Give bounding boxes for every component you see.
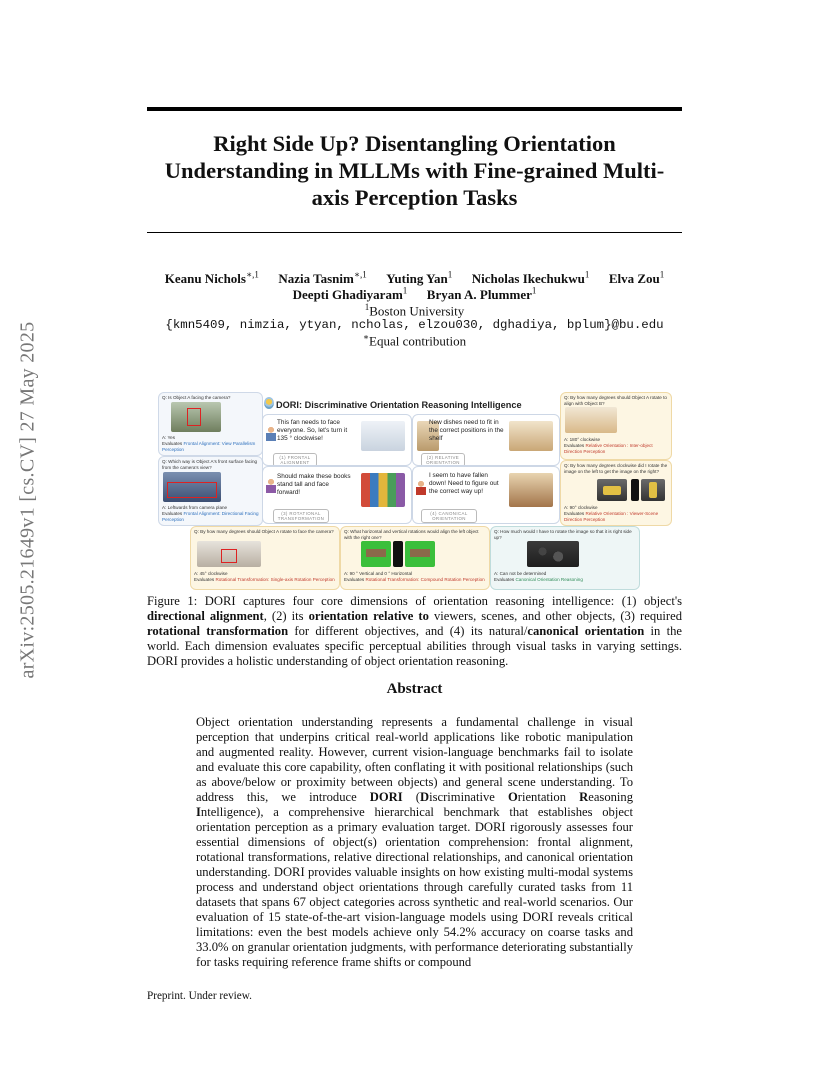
scene-image	[171, 402, 221, 432]
quote-text: Should make these books stand tall and face forward!	[277, 473, 351, 496]
author: Deepti Ghadiyaram$^1$	[292, 286, 408, 303]
panel-question: Q: Is Object A facing the camera?	[162, 395, 231, 400]
coal-image	[527, 541, 579, 567]
figure-title: DORI: Discriminative Orientation Reasoning Intelligence	[276, 400, 522, 410]
abstract-heading: Abstract	[386, 681, 443, 697]
person-icon	[416, 481, 426, 495]
author: Keanu Nichols$^{∗,1}$	[164, 270, 259, 287]
scene-image	[565, 407, 617, 433]
paper-title: Right Side Up? Disentangling Orientation Understanding in MLLMs with Fine-grained Multi-axis Perception Tasks	[164, 131, 665, 210]
books-image	[361, 473, 405, 507]
panel-evaluates: Evaluates Rotational Transformation: Single-axis Rotation Perception	[194, 577, 335, 582]
equal-contribution-note: ∗Equal contribution	[362, 332, 467, 349]
panel-canonical-orientation	[490, 526, 640, 590]
image-right	[641, 479, 665, 501]
panel-rotational-compound	[340, 526, 490, 590]
image-right	[405, 541, 435, 567]
tag-frontal-alignment: (1) FRONTAL ALIGNMENT	[273, 453, 317, 466]
panel-answer: A: 45° clockwise	[194, 571, 228, 576]
figure-1	[158, 392, 670, 588]
panel-question: Q: Which way is Object A's front surface facing from the camera's view?	[162, 459, 258, 470]
panel-evaluates: Evaluates Rotational Transformation: Compound Rotation Perception	[344, 577, 485, 582]
dori-logo-icon	[264, 397, 274, 409]
scene-image	[197, 541, 261, 567]
affiliation: $^1$Boston University	[364, 302, 465, 319]
panel-evaluates: Evaluates Frontal Alignment: View Parallelism Perception	[162, 441, 256, 452]
author: Nazia Tasnim$^{∗,1}$	[278, 270, 367, 287]
image-left	[361, 541, 391, 567]
quote-rotational-transformation	[262, 466, 412, 524]
title-bottom-rule	[147, 232, 682, 233]
author: Nicholas Ikechukwu$^1$	[471, 270, 590, 287]
figure-caption: Figure 1: DORI captures four core dimensions of orientation reasoning intelligence: (1) object's directional alignment, (2) its orientation relative to viewers, scenes, and other objects, (3) required rotational transformation for different objectives, and (4) its natural/canonical orientation in the world. Each dimension evaluates specific perceptual abilities through visual tasks in varying settings. DORI provides a holistic understanding of object orientation reasoning.	[147, 594, 682, 668]
panel-question: Q: By how many degrees should Object A rotate to align with Object B?	[564, 395, 667, 406]
panel-question: Q: By how many degrees clockwise did I rotate the image on the left to get the image on the right?	[564, 463, 668, 474]
panel-answer: A: Leftwards from camera plane	[162, 505, 228, 510]
person-icon	[266, 427, 276, 441]
panel-evaluates: Evaluates Canonical Orientation Reasoning	[494, 577, 583, 582]
panel-rotational-single-axis	[190, 526, 340, 590]
divider-image	[393, 541, 403, 567]
arxiv-side-stamp	[8, 300, 48, 700]
scene-image	[361, 421, 405, 451]
panel-relative-inter-object	[560, 392, 672, 460]
arxiv-id: arXiv:2505.21649v1 [cs.CV] 27 May 2025	[16, 321, 39, 679]
panel-frontal-directional-facing	[158, 456, 263, 526]
panel-evaluates: Evaluates Relative Orientation : Inter-object Direction Perception	[564, 443, 653, 454]
divider-image	[631, 479, 639, 501]
panel-frontal-view-parallelism	[158, 392, 263, 456]
tag-canonical-orientation: (4) CANONICAL ORIENTATION	[421, 509, 477, 523]
authors-line-2	[147, 286, 682, 303]
panel-answer: A: Yes	[162, 435, 176, 440]
scene-image	[509, 473, 553, 507]
quote-text: This fan needs to face everyone. So, let's turn it 135 ° clockwise!	[277, 419, 348, 442]
panel-answer: A: Can not be determined	[494, 571, 547, 576]
panel-relative-viewer-scene	[560, 460, 672, 526]
quote-text: I seem to have fallen down! Need to figure out the correct way up!	[429, 472, 499, 495]
quote-canonical-orientation	[412, 466, 560, 524]
panel-question: Q: How much would I have to rotate the image so that it is right side up?	[494, 529, 632, 540]
author: Bryan A. Plummer$^1$	[426, 286, 537, 303]
author: Elva Zou$^1$	[608, 270, 665, 287]
panel-answer: A: 90° clockwise	[564, 505, 598, 510]
author: Yuting Yan$^1$	[386, 270, 453, 287]
quote-relative-orientation	[412, 414, 560, 466]
scene-image	[163, 472, 221, 502]
tag-relative-orientation: (2) RELATIVE ORIENTATION	[421, 453, 465, 466]
scene-image	[509, 421, 553, 451]
panel-question: Q: By how many degrees should Object A rotate to face the camera?	[194, 529, 334, 534]
quote-frontal-alignment	[262, 414, 412, 466]
title-top-rule	[147, 107, 682, 111]
abstract-body: Object orientation understanding represents a fundamental challenge in visual perception that underpins critical real-world applications like robotic manipulation and augmented reality. However, current vision-language benchmarks fail to isolate and evaluate this core capability, often conflating it with positional relationships (such as above/below or proximity between objects) and general scene understanding. To address this, we introduce DORI (Discriminative Orientation Reasoning Intelligence), a comprehensive hierarchical benchmark that establishes object orientation perception as a primary evaluation target. DORI rigorously assesses four essential dimensions of object(s) orientation comprehension: frontal alignment, rotational transformations, relative directional relationships, and canonical orientation understanding. DORI provides valuable insights on how existing multi-modal systems process and understand object orientations through carefully curated tasks from 11 datasets that spans 67 object categories across synthetic and real-world scenarios. Our evaluation of 15 state-of-the-art vision-language models using DORI reveals critical limitations: even the best models achieve only 54.2% accuracy on coarse tasks and 33.0% on granular orientation judgments, with performance deteriorating substantially for tasks requiring reference frame shifts or compound	[196, 715, 634, 969]
panel-answer: A: 90 ° Vertical and 0 ° Horizontal	[344, 571, 413, 576]
panel-question: Q: What horizontal and vertical rotations would align the left object with the right one?	[344, 529, 479, 540]
person-icon	[266, 479, 276, 493]
panel-evaluates: Evaluates Frontal Alignment: Directional Facing Perception	[162, 511, 259, 522]
footer-note: Preprint. Under review.	[147, 990, 252, 1002]
author-emails: {kmn5409, nimzia, ytyan, ncholas, elzou030, dghadiya, bplum}@bu.edu	[165, 318, 664, 332]
panel-answer: A: 180° clockwise	[564, 437, 601, 442]
quote-text: New dishes need to fit in the correct positions in the shelf	[429, 419, 504, 442]
tag-rotational-transformation: (3) ROTATIONAL TRANSFORMATION	[273, 509, 329, 523]
image-left	[597, 479, 627, 501]
authors-line-1	[147, 270, 682, 287]
panel-evaluates: Evaluates Relative Orientation : Viewer-Scene Direction Perception	[564, 511, 659, 522]
